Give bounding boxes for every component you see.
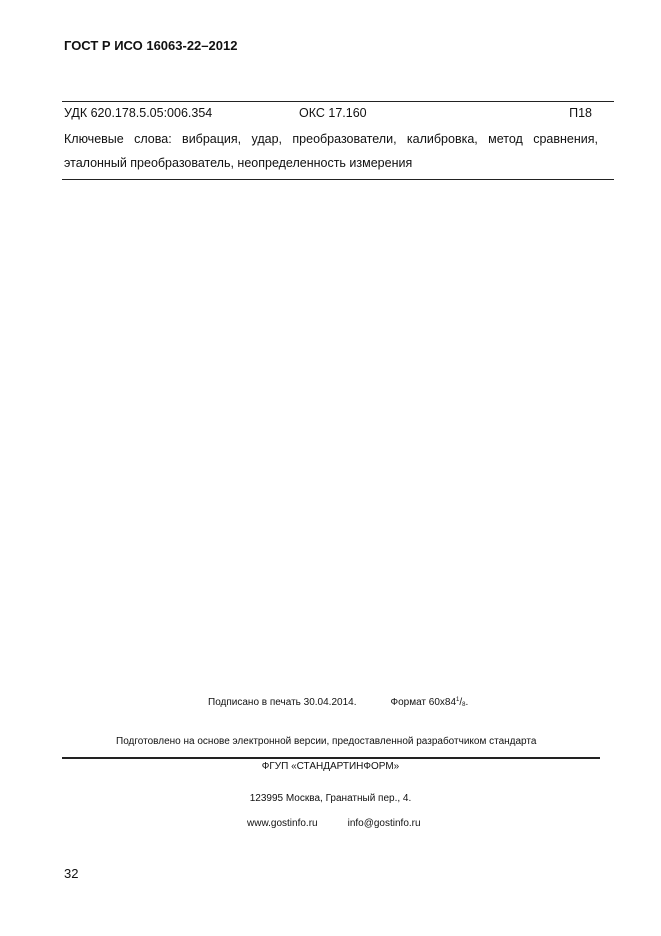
standard-code: ГОСТ Р ИСО 16063-22–2012: [64, 38, 238, 53]
keywords-divider: [62, 179, 614, 180]
group-code: П18: [569, 106, 592, 120]
keywords-text: вибрация, удар, преобразователи, калибровка, метод сравнения, эталонный преобразователь, неопределенность измерения: [64, 132, 598, 170]
print-info-row: [208, 697, 468, 708]
format-suffix: .: [465, 697, 469, 708]
publisher-contacts: [247, 818, 421, 829]
page-number: 32: [64, 866, 79, 881]
keywords-paragraph: [64, 127, 598, 175]
imprint-divider: [62, 757, 600, 759]
oks-code: ОКС 17.160: [299, 106, 367, 120]
top-divider: [62, 101, 614, 102]
format-denominator: 8: [462, 702, 466, 708]
publisher-address: 123995 Москва, Гранатный пер., 4.: [249, 793, 412, 804]
signed-date: Подписано в печать 30.04.2014.: [208, 697, 357, 708]
email-link[interactable]: info@gostinfo.ru: [347, 818, 421, 829]
website-link[interactable]: www.gostinfo.ru: [247, 818, 318, 829]
prepared-note: Подготовлено на основе электронной версии, предоставленной разработчиком стандарта: [116, 736, 537, 747]
paper-format: Формат $60x84^1/_8$.: [390, 697, 469, 708]
udk-code: УДК 620.178.5.05:006.354: [64, 106, 213, 120]
keywords-label: Ключевые слова:: [64, 132, 172, 146]
format-prefix: Формат 60x84: [390, 697, 457, 708]
format-numerator: 1: [456, 697, 460, 703]
publisher-name: ФГУП «СТАНДАРТИНФОРМ»: [261, 761, 400, 772]
